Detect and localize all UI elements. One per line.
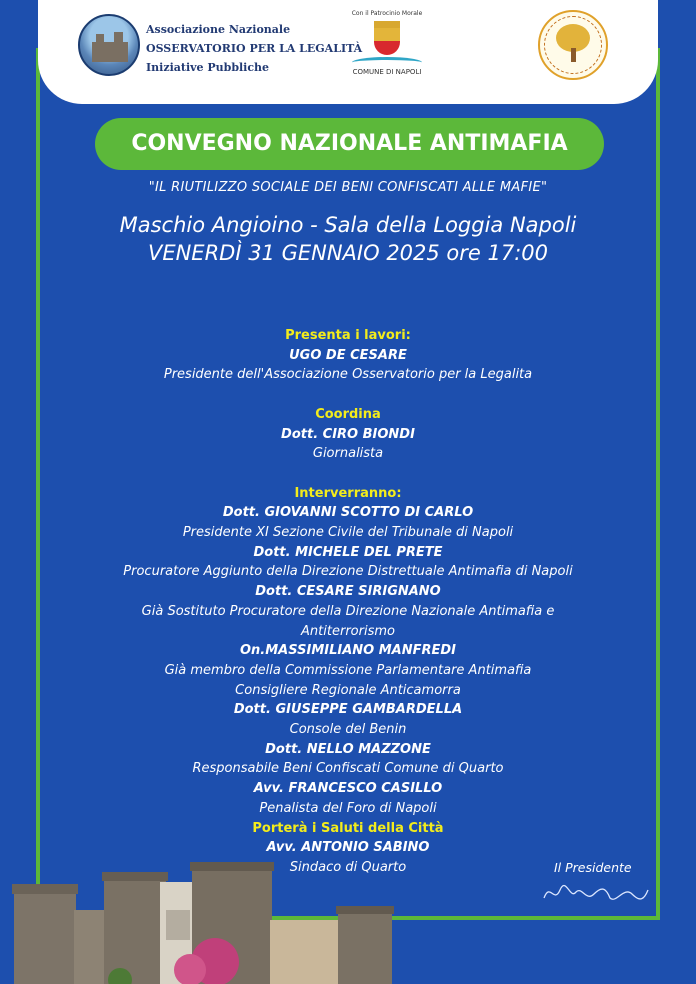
presenter-name: UGO DE CESARE xyxy=(289,347,407,363)
presenter-label: Presenta i lavori: xyxy=(285,328,411,343)
event-datetime: VENERDÌ 31 GENNAIO 2025 ore 17:00 xyxy=(147,241,549,265)
comune-label: COMUNE DI NAPOLI xyxy=(352,68,422,76)
speaker-name: Dott. MICHELE DEL PRETE xyxy=(253,544,443,560)
comune-di-napoli-logo xyxy=(342,10,432,96)
association-line: Iniziative Pubbliche xyxy=(146,61,270,74)
speaker-role: Già membro della Commissione Parlamentare Antimafia xyxy=(164,662,532,678)
speaker-name: Dott. CESARE SIRIGNANO xyxy=(255,584,441,600)
patronage-caption: Con il Patrocinio Morale xyxy=(351,10,423,17)
observatory-seal-logo xyxy=(538,10,608,80)
header-card xyxy=(38,0,658,104)
speaker-role: Procuratore Aggiunto della Direzione Distrettuale Antimafia di Napoli xyxy=(123,564,573,580)
coat-of-arms-icon xyxy=(374,21,400,55)
moderator-role: Giornalista xyxy=(312,446,384,462)
event-subtitle: "IL RIUTILIZZO SOCIALE DEI BENI CONFISCATI ALLE MAFIE" xyxy=(148,180,548,195)
greetings-label: Porterà i Saluti della Città xyxy=(252,820,444,836)
association-logo xyxy=(78,14,140,76)
moderator-label: Coordina xyxy=(315,406,381,422)
program xyxy=(0,326,696,878)
event-title: CONVEGNO NAZIONALE ANTIMAFIA xyxy=(95,118,604,170)
speaker-role: Penalista del Foro di Napoli xyxy=(259,800,437,816)
speaker-name: Dott. GIOVANNI SCOTTO DI CARLO xyxy=(222,505,474,521)
event-venue-block xyxy=(0,211,696,267)
speaker-role: Responsabile Beni Confiscati Comune di Quarto xyxy=(192,761,504,777)
event-venue: Maschio Angioino - Sala della Loggia Napoli xyxy=(119,213,577,237)
speaker-role: Consigliere Regionale Anticamorra xyxy=(235,682,461,698)
castle-illustration xyxy=(0,840,420,984)
speaker-role: Antiterrorismo xyxy=(301,623,395,639)
president-title: Il Presidente xyxy=(554,860,632,875)
greetings-name: Avv. ANTONIO SABINO xyxy=(266,840,430,856)
speaker-name: Dott. NELLO MAZZONE xyxy=(265,741,431,757)
speakers-label: Interverranno: xyxy=(294,485,402,501)
speaker-name: Dott. GIUSEPPE GAMBARDELLA xyxy=(233,702,463,718)
speaker-name: Avv. FRANCESCO CASILLO xyxy=(253,781,443,797)
president-signature xyxy=(540,878,650,908)
association-line: Associazione Nazionale xyxy=(146,23,291,36)
speaker-role: Console del Benin xyxy=(289,722,407,738)
wave-icon xyxy=(352,57,422,68)
greetings-role: Sindaco di Quarto xyxy=(289,859,407,875)
speaker-role: Presidente XI Sezione Civile del Tribunale di Napoli xyxy=(182,525,514,540)
speaker-role: Già Sostituto Procuratore della Direzione Nazionale Antimafia e xyxy=(141,603,555,619)
association-name xyxy=(146,20,362,77)
moderator-name: Dott. CIRO BIONDI xyxy=(281,426,415,442)
association-line: OSSERVATORIO PER LA LEGALITÀ xyxy=(146,42,363,55)
speaker-name: On.MASSIMILIANO MANFREDI xyxy=(239,643,457,659)
presenter-role: Presidente dell'Associazione Osservatorio per la Legalita xyxy=(163,367,533,383)
